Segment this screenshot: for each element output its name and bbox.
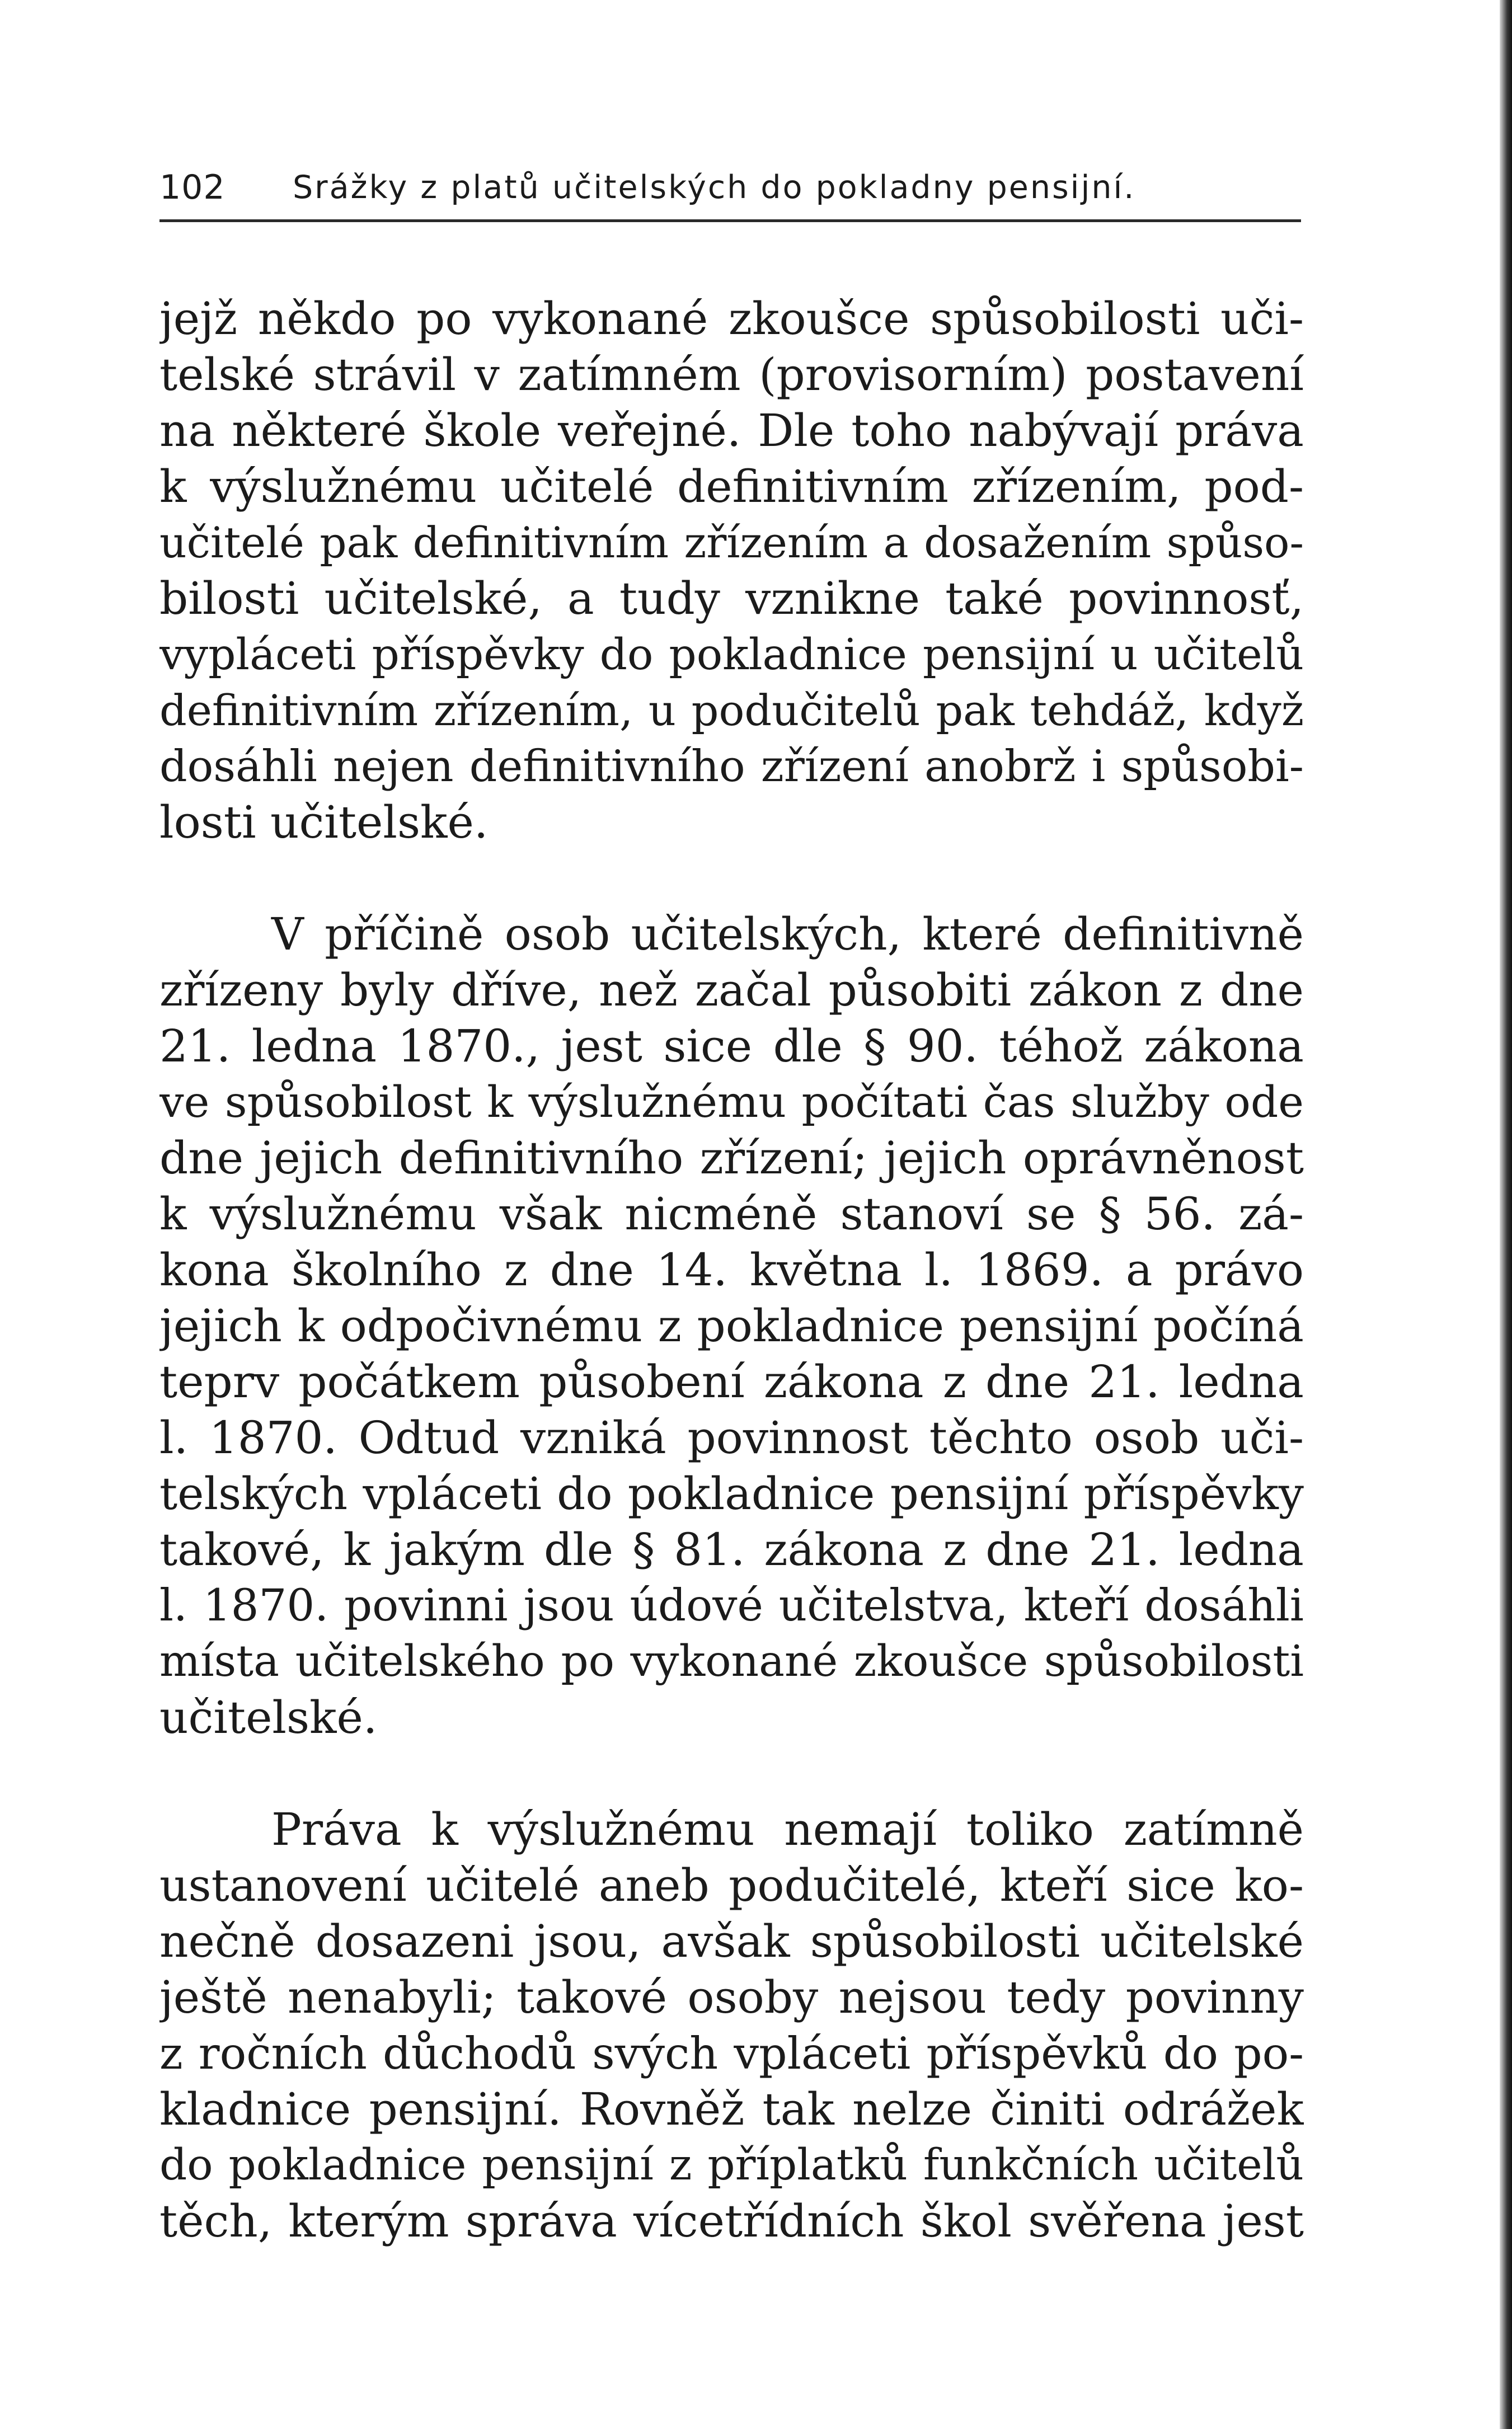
text-line: V příčině osob učitelských, které definitivně xyxy=(271,908,1304,960)
paragraph-1 xyxy=(159,291,1304,851)
text-line: zřízeny byly dříve, než začal působiti zákon z dne xyxy=(159,964,1304,1016)
page-header xyxy=(159,162,1301,213)
paragraph-gap xyxy=(159,851,1304,906)
text-line: dne jejich definitivního zřízení; jejich oprávněnost xyxy=(159,1132,1304,1184)
text-line: losti učitelské. xyxy=(159,796,489,848)
text-line: na některé škole veřejné. Dle toho nabývají práva xyxy=(159,405,1304,457)
header-rule xyxy=(159,219,1301,222)
text-line: kona školního z dne 14. května l. 1869. a právo xyxy=(159,1244,1304,1296)
text-line: l. 1870. povinni jsou údové učitelstva, kteří dosáhli xyxy=(159,1580,1304,1631)
text-line: 21. ledna 1870., jest sice dle § 90. téhož zákona xyxy=(159,1020,1304,1072)
page-edge-shadow xyxy=(1500,0,1512,2429)
text-line: takové, k jakým dle § 81. zákona z dne 21. ledna xyxy=(159,1524,1304,1576)
paragraph-2 xyxy=(159,906,1304,1746)
text-line: k výslužnému učitelé definitivním zřízením, pod- xyxy=(159,461,1304,513)
text-line: učitelé pak definitivním zřízením a dosažením spůso- xyxy=(159,518,1304,567)
text-line: ustanovení učitelé aneb podučitelé, kteří sice ko- xyxy=(159,1859,1304,1911)
text-line: jejž někdo po vykonané zkoušce spůsobilosti uči- xyxy=(159,293,1304,345)
running-title: Srážky z platů učitelských do pokladny pensijní. xyxy=(293,169,1136,206)
text-line: z ročních důchodů svých vpláceti příspěvků do po- xyxy=(159,2028,1304,2079)
text-line: nečně dosazeni jsou, avšak spůsobilosti učitelské xyxy=(159,1915,1304,1967)
text-line: učitelské. xyxy=(159,1692,378,1744)
text-line: bilosti učitelské, a tudy vznikne také povinnosť, xyxy=(159,572,1304,624)
body-text xyxy=(159,291,1304,2249)
text-line: l. 1870. Odtud vzniká povinnost těchto osob uči- xyxy=(159,1412,1304,1464)
text-line: definitivním zřízením, u podučitelů pak tehdáž, když xyxy=(159,685,1304,735)
paragraph-3 xyxy=(159,1802,1304,2249)
text-line: telských vpláceti do pokladnice pensijní příspěvky xyxy=(159,1468,1304,1520)
text-line: vypláceti příspěvky do pokladnice pensijní u učitelů xyxy=(159,629,1304,680)
text-line: ještě nenabyli; takové osoby nejsou tedy povinny xyxy=(159,1971,1304,2023)
text-line: místa učitelského po vykonané zkoušce spůsobilosti xyxy=(159,1637,1304,1686)
text-line: dosáhli nejen definitivního zřízení anobrž i spůsobi- xyxy=(159,741,1304,792)
paragraph-gap xyxy=(159,1746,1304,1802)
text-line: těch, kterým správa vícetřídních škol svěřena jest xyxy=(159,2195,1304,2247)
text-line: k výslužnému však nicméně stanoví se § 56. zá- xyxy=(159,1188,1304,1240)
text-line: ve spůsobilost k výslužnému počítati čas služby ode xyxy=(159,1077,1304,1127)
text-line: Práva k výslužnému nemají toliko zatímně xyxy=(271,1803,1304,1855)
text-line: do pokladnice pensijní z příplatků funkčních učitelů xyxy=(159,2140,1304,2190)
text-line: telské strávil v zatímném (provisorním) postavení xyxy=(159,349,1304,401)
page-number: 102 xyxy=(159,168,226,207)
text-line: jejich k odpočivnému z pokladnice pensijní počíná xyxy=(159,1300,1304,1352)
text-line: kladnice pensijní. Rovněž tak nelze činiti odrážek xyxy=(159,2083,1304,2135)
text-line: teprv počátkem působení zákona z dne 21. ledna xyxy=(159,1356,1304,1408)
